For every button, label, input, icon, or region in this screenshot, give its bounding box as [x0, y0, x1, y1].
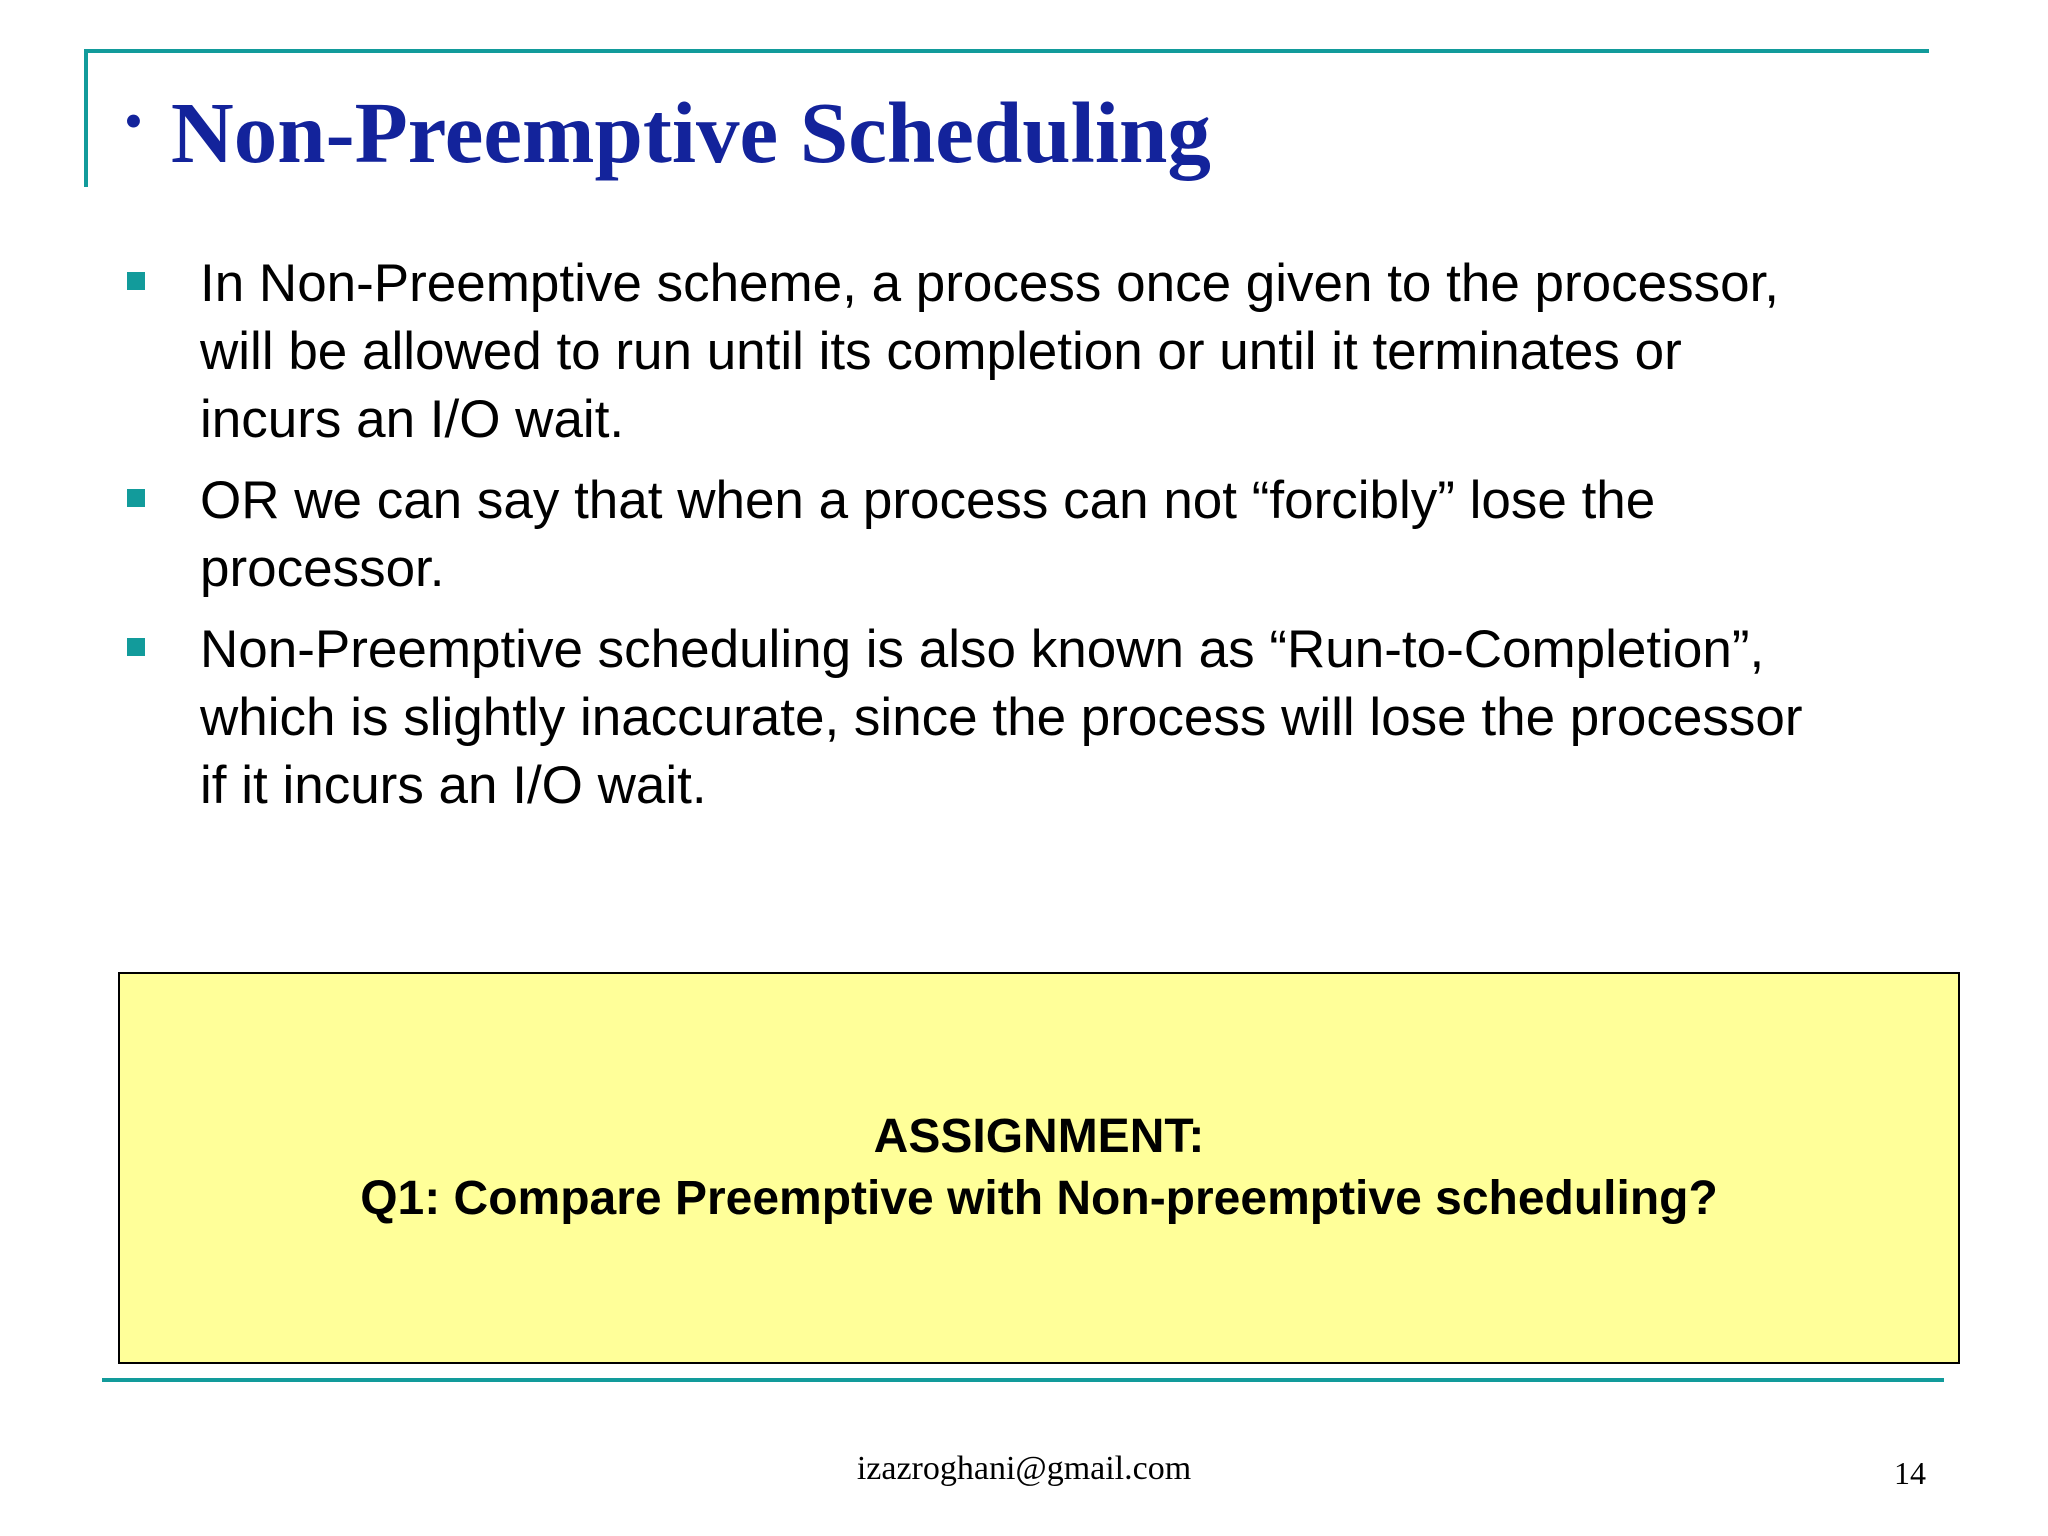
title-left-rule [84, 49, 88, 187]
title-row [124, 78, 1211, 188]
bullet-line: Non-Preemptive scheduling is also known as “Run-to-Completion”, [200, 620, 1765, 679]
bullet-line: if it incurs an I/O wait. [200, 756, 707, 815]
bullet-line: processor. [200, 539, 445, 598]
footer-email: izazroghani@gmail.com [856, 1450, 1192, 1487]
title-top-rule [84, 49, 1929, 53]
assignment-question: Q1: Compare Preemptive with Non-preemptive scheduling? [360, 1172, 1718, 1225]
bullet-line: will be allowed to run until its completion or until it terminates or [200, 322, 1682, 381]
bullet-item [124, 250, 1924, 454]
assignment-heading: ASSIGNMENT: [873, 1110, 1205, 1163]
square-bullet-icon [127, 489, 145, 507]
bullet-list [124, 250, 1924, 833]
bullet-item [124, 616, 1924, 820]
assignment-box [118, 972, 1960, 1364]
slide-number: 14 [1894, 1455, 1926, 1491]
title-bullet-icon: • [124, 91, 143, 151]
footer-rule [102, 1378, 1944, 1382]
bullet-item [124, 467, 1924, 603]
slide-title: Non-Preemptive Scheduling [170, 84, 1211, 181]
bullet-line: incurs an I/O wait. [200, 390, 625, 449]
bullet-line: which is slightly inaccurate, since the process will lose the processor [200, 688, 1803, 747]
bullet-line: OR we can say that when a process can not “forcibly” lose the [200, 471, 1656, 530]
square-bullet-icon [127, 638, 145, 656]
square-bullet-icon [127, 272, 145, 290]
bullet-line: In Non-Preemptive scheme, a process once given to the processor, [200, 254, 1780, 313]
